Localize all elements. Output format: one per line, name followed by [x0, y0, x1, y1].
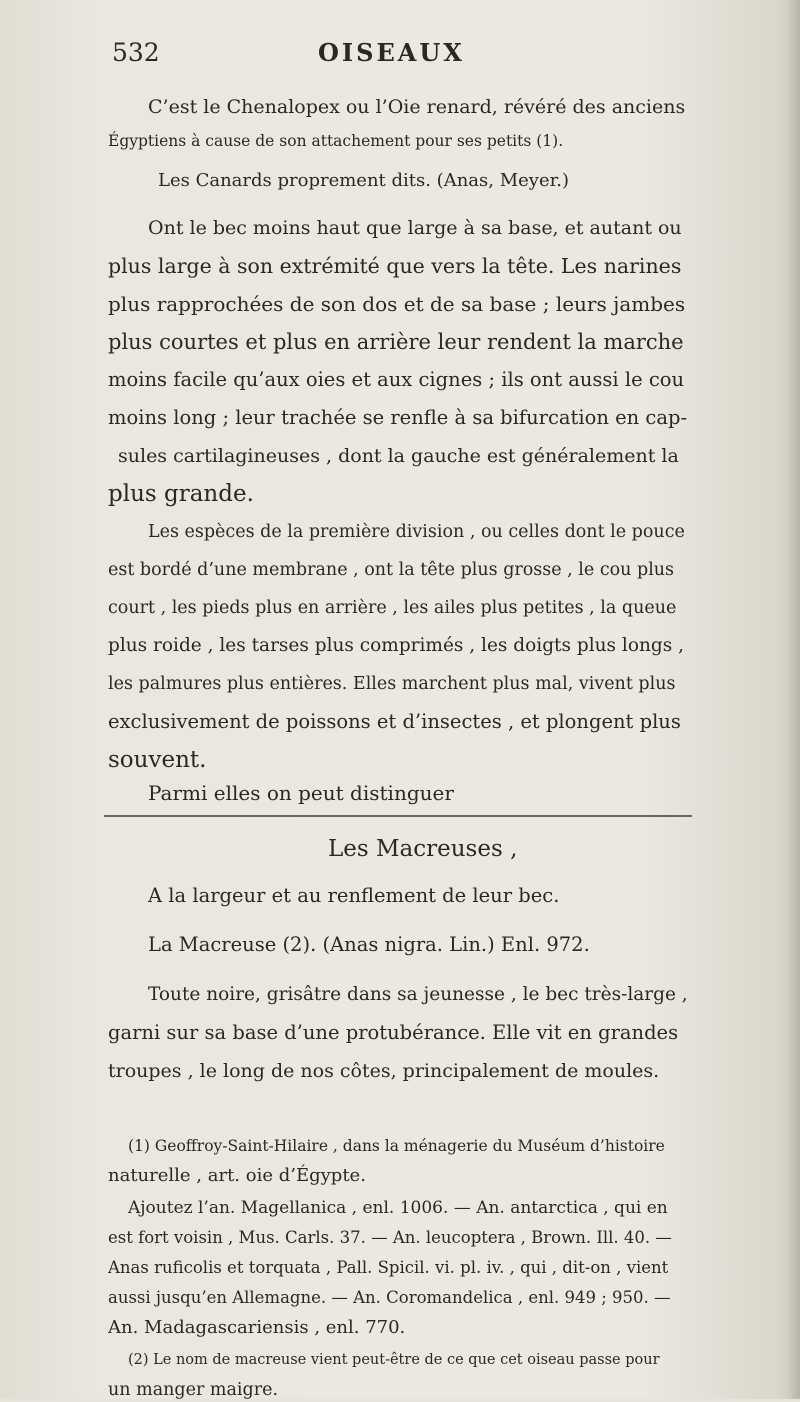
body_lines-line: Les Canards proprement dits. (Anas, Meyer.): [158, 170, 569, 191]
body_lines-line: Les espèces de la première division , ou celles dont le pouce: [148, 522, 685, 542]
body_lines-line: C’est le Chenalopex ou l’Oie renard, révéré des anciens: [148, 96, 686, 118]
body_lines-line: moins long ; leur trachée se renfle à sa bifurcation en cap-: [108, 406, 688, 429]
body_lines-line: est bordé d’une membrane , ont la tête plus grosse , le cou plus: [108, 560, 675, 580]
body_lines-line: troupes , le long de nos côtes, principalement de moules.: [108, 1060, 660, 1082]
footnote_lines-line: (2) Le nom de macreuse vient peut-être de ce que cet oiseau passe pour: [128, 1352, 660, 1368]
footnote_lines-line: aussi jusqu’en Allemagne. — An. Coromandelica , enl. 949 ; 950. —: [108, 1288, 671, 1307]
footnote_lines-line: An. Madagascariensis , enl. 770.: [108, 1317, 406, 1338]
body_lines-line: Parmi elles on peut distinguer: [148, 781, 454, 805]
body_lines-line: A la largeur et au renflement de leur bec.: [148, 884, 560, 907]
page-number: 532: [112, 38, 160, 67]
body_lines-line: les palmures plus entières. Elles marchent plus mal, vivent plus: [108, 674, 676, 694]
footnote_lines-line: naturelle , art. oie d’Égypte.: [108, 1165, 366, 1186]
body_lines-line: moins facile qu’aux oies et aux cignes ; ils ont aussi le cou: [108, 368, 685, 391]
body_lines-line: plus grande.: [108, 481, 254, 507]
body_lines-line: plus rapprochées de son dos et de sa base ; leurs jambes: [108, 292, 686, 316]
body_lines-line: garni sur sa base d’une protubérance. Elle vit en grandes: [108, 1021, 679, 1044]
body_lines-line: Égyptiens à cause de son attachement pour ses petits (1).: [108, 132, 564, 150]
footnote_lines-line: Anas ruficolis et torquata , Pall. Spicil. vi. pl. iv. , qui , dit-on , vient: [108, 1258, 669, 1277]
footnote_lines-line: Ajoutez l’an. Magellanica , enl. 1006. — An. antarctica , qui en: [128, 1198, 668, 1218]
body_lines-line: court , les pieds plus en arrière , les ailes plus petites , la queue: [108, 598, 677, 618]
body_lines-line: plus large à son extrémité que vers la tête. Les narines: [108, 254, 682, 278]
body_lines-line: Toute noire, grisâtre dans sa jeunesse , le bec très-large ,: [148, 984, 688, 1005]
body_lines-line: plus roide , les tarses plus comprimés , les doigts plus longs ,: [108, 635, 684, 656]
body_lines-line: Ont le bec moins haut que large à sa base, et autant ou: [148, 217, 682, 239]
footnote_lines-line: (1) Geoffroy-Saint-Hilaire , dans la ménagerie du Muséum d’histoire: [128, 1137, 665, 1155]
body_lines-line: La Macreuse (2). (Anas nigra. Lin.) Enl. 972.: [148, 933, 590, 956]
running-head: OISEAUX: [318, 38, 465, 67]
page-edge: [788, 0, 800, 1399]
body_lines-line: souvent.: [108, 747, 207, 773]
footnote_lines-line: est fort voisin , Mus. Carls. 37. — An. leucoptera , Brown. Ill. 40. —: [108, 1228, 672, 1247]
body_lines-line: plus courtes et plus en arrière leur rendent la marche: [108, 330, 684, 354]
footnote_lines-line: un manger maigre.: [108, 1380, 278, 1400]
body_lines-line: sules cartilagineuses , dont la gauche est généralement la: [118, 445, 679, 467]
footnote-rule: [104, 815, 692, 817]
body_lines-line: Les Macreuses ,: [328, 836, 518, 862]
body_lines-line: exclusivement de poissons et d’insectes , et plongent plus: [108, 710, 681, 733]
